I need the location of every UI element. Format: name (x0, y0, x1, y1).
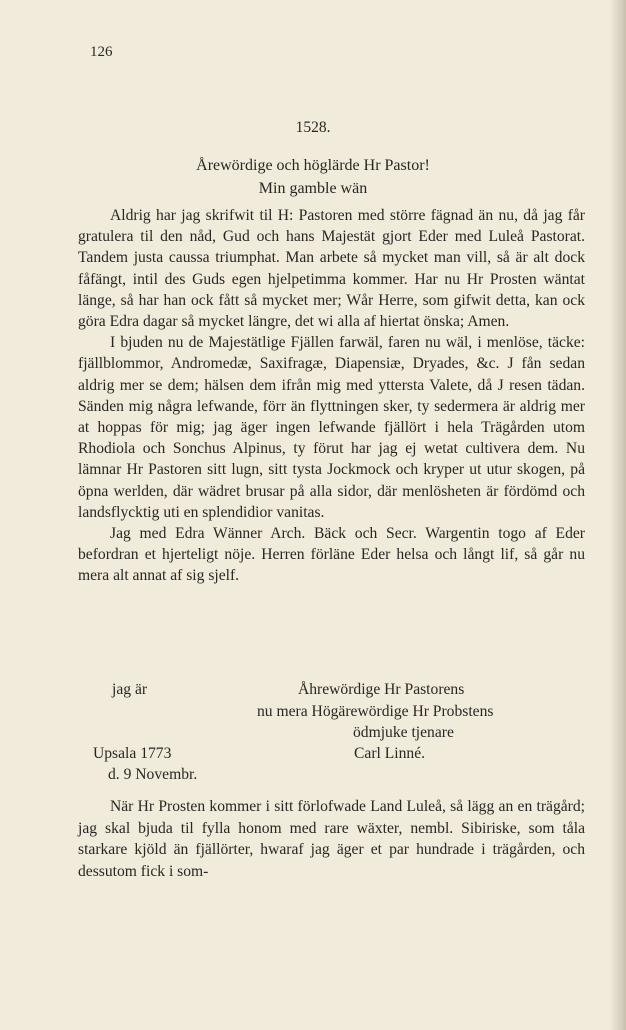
paragraph: I bjuden nu de Majestätlige Fjällen farwäl, faren nu wäl, i menlöse, täcke: fjällblommor, Andromedæ, Saxifragæ, Diapensiæ, Dryades, &c. J fån sedan aldrig mer se dem; hälsen dem ifrån mig med yttersta Valete, då J resen tädan. Sänden mig några lefwande, förr än flyttningen sker, ty sedermera är aldrig mer at hoppas för mig; jag äger ingen lefwande fjällört i hela Trägården utom Rhodiola och Sonchus Alpinus, ty förut har jag ej wetat cultivera dem. Nu lämnar Hr Pastoren sitt lugn, sitt tysta Jockmock och kryper ut utur skogen, på öpna werlden, där wädret brusar på alla sidor, där menlösheten är fördömd och landsflycktig uti en splendidior vanitas. (78, 334, 585, 521)
signature-line-1: Åhrewördige Hr Pastorens (298, 681, 465, 698)
signature-day: d. 9 Novembr. (108, 766, 198, 783)
signature-place-date: Upsala 1773 (93, 745, 172, 762)
salutation-line-1: Årewördige och höglärde Hr Pastor! (196, 157, 430, 174)
paragraph: Jag med Edra Wänner Arch. Bäck och Secr. Wargentin togo af Eder befordran et hjerteligt nöje. Herren förläne Eder helsa och långt lif, så går nu mera alt annat af sig sjelf. (78, 525, 585, 585)
signature-line-3: ödmjuke tjenare (353, 724, 454, 741)
signature-line-2: nu mera Högärewördige Hr Probstens (257, 703, 494, 720)
page-number: 126 (90, 44, 113, 60)
postscript-paragraph: När Hr Prosten kommer i sitt förlofwade Land Luleå, så lägg an en trägård; jag skal bjuda til fylla honom med rare wäxter, nembl. Sibiriske, som tåla starkare kjöld än fjällörter, hwaraf jag äger et par hundrade i trägården, och dessutom fick i som- (78, 798, 585, 880)
letter-number: 1528. (295, 119, 331, 136)
letter-body (78, 205, 585, 587)
page-edge-shadow (610, 0, 626, 1030)
salutation-line-2: Min gamble wän (258, 180, 368, 197)
signature-name: Carl Linné. (354, 745, 426, 762)
signature-jag-ar: jag är (112, 681, 148, 698)
paragraph: Aldrig har jag skrifwit til H: Pastoren med större fägnad än nu, då jag får gratulera til den nåd, Gud och hans Majestät gjort Eder med Luleå Pastorat. Tandem justa caussa triumphat. Man arbete så mycket man vill, så är alt dock fåfängt, intil des Guds egen hjelpetimma kommer. Har nu Hr Prosten wäntat länge, så har han ock fått så mycket mer; Wår Herre, som gifwit detta, kan ock göra Edra dagar så mycket längre, det wi alla af hiertat önska; Amen. (78, 207, 585, 331)
